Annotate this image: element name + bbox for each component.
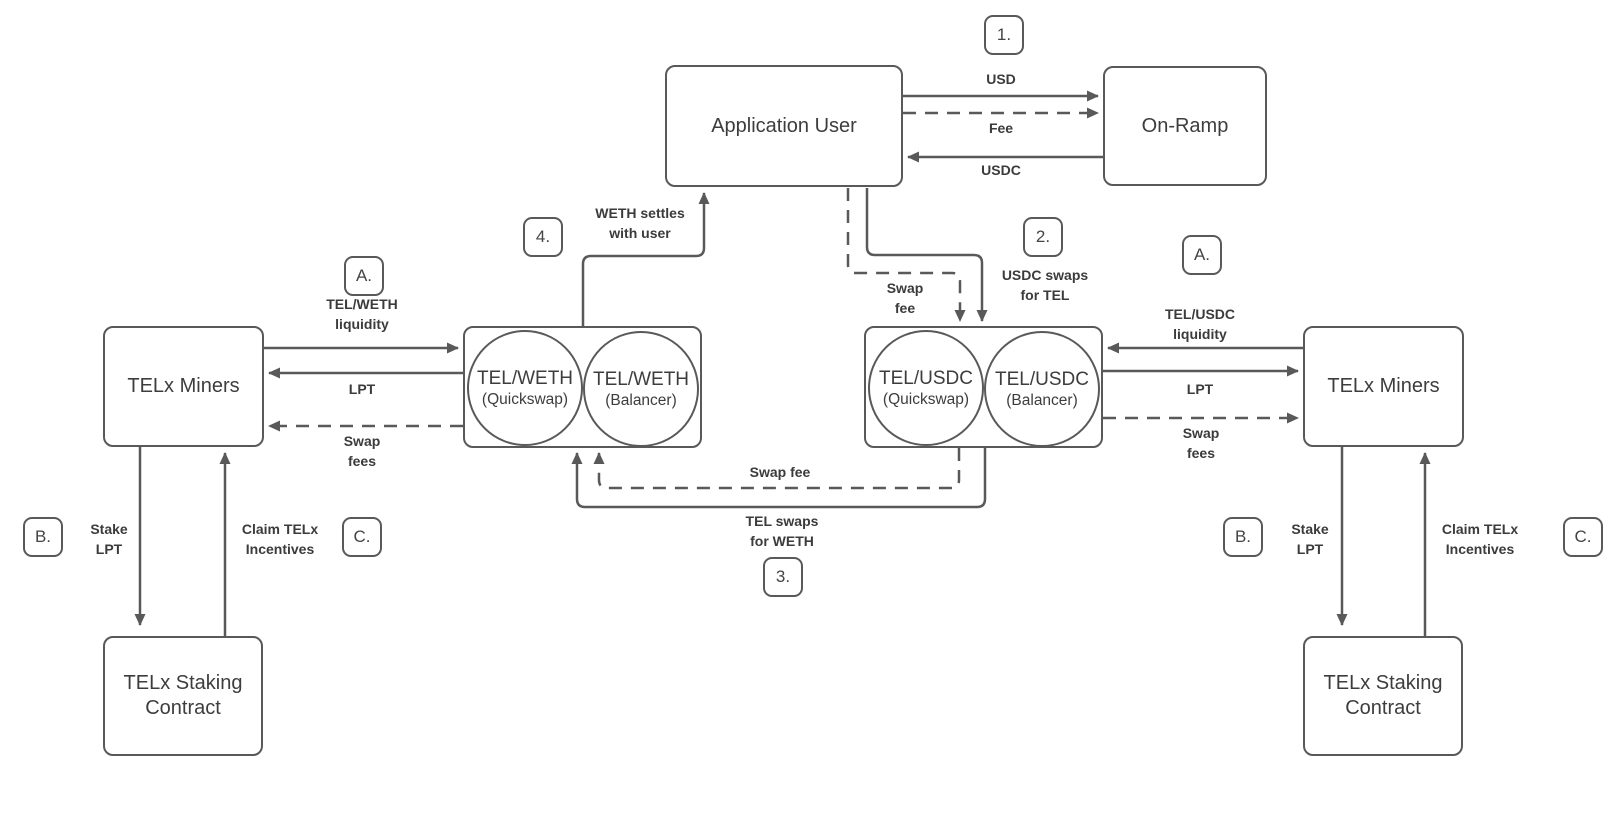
edge-label-usdc: USDC (981, 162, 1021, 178)
edge-label-usdc-liquidity-line1: TEL/USDC (1165, 306, 1235, 322)
badge-a-left-label: A. (355, 266, 373, 285)
badge-b-left (23, 517, 63, 557)
edge-label-tel-swaps-line2: for WETH (750, 533, 814, 549)
node-on-ramp (1103, 66, 1267, 186)
badge-step-3 (763, 557, 803, 597)
badge-c-left-label: C. (353, 527, 371, 546)
edge-label-usdc-swaps-line2: for TEL (1020, 287, 1070, 303)
edge-label-tel-swaps (746, 511, 819, 551)
badge-c-right (1563, 517, 1603, 557)
node-application-user-label: Application User (711, 114, 857, 137)
edge-label-swap-fees-left (344, 431, 381, 471)
pool-tel-weth-quickswap-label: TEL/WETH (476, 367, 574, 389)
pool-circle-tel-usdc-balancer (984, 331, 1100, 447)
edge-label-swap-fees-right-line1: Swap (1182, 425, 1220, 441)
badge-a-right-label: A. (1193, 245, 1211, 264)
pool-circle-tel-weth-balancer (583, 331, 699, 447)
edge-label-swap-fee-top-line2: fee (894, 300, 916, 316)
pool-tel-weth-balancer-sublabel: (Balancer) (605, 391, 677, 409)
edge-label-swap-fee-top (887, 278, 924, 318)
edge-label-usdc-liquidity (1165, 304, 1235, 344)
edge-label-swap-fees-right-line2: fees (1186, 445, 1216, 461)
edge-label-swap-fee-bottom: Swap fee (749, 464, 811, 480)
edge-label-lpt-right: LPT (1186, 381, 1214, 397)
badge-c-left (342, 517, 382, 557)
edge-label-usdc-swaps-line1: USDC swaps (1001, 267, 1089, 283)
node-telx-miners-right (1303, 326, 1464, 447)
edge-label-stake-lpt-left-line1: Stake (90, 521, 128, 537)
node-staking-contract-left (103, 636, 263, 756)
node-application-user (665, 65, 903, 187)
edge-label-weth-liquidity-line2: liquidity (335, 316, 389, 332)
badge-b-left-label: B. (34, 527, 52, 546)
edge-label-stake-lpt-right-line1: Stake (1291, 521, 1329, 537)
pool-circle-tel-weth-quickswap (467, 330, 583, 446)
pool-tel-usdc-balancer-sublabel: (Balancer) (1006, 391, 1078, 409)
edge-label-weth-liquidity (326, 294, 398, 334)
edge-label-claim-right-line2: Incentives (1445, 541, 1515, 557)
badge-a-right (1182, 235, 1222, 275)
badge-step-4 (523, 217, 563, 257)
edge-label-weth-liquidity-line1: TEL/WETH (326, 296, 398, 312)
edge-label-fee: Fee (988, 120, 1014, 136)
edge-label-weth-settles-line1: WETH settles (595, 205, 685, 221)
edge-label-stake-lpt-left-line2: LPT (95, 541, 123, 557)
node-pool-tel-usdc (864, 326, 1103, 448)
badge-c-right-label: C. (1574, 527, 1592, 546)
pool-tel-usdc-quickswap-sublabel: (Quickswap) (882, 390, 970, 408)
edge-label-swap-fees-right (1183, 423, 1220, 463)
edge-label-claim-left-line1: Claim TELx (241, 521, 319, 537)
pool-tel-usdc-balancer-label: TEL/USDC (995, 368, 1089, 390)
badge-step-2-label: 2. (1035, 227, 1051, 246)
edge-label-claim-left (242, 519, 318, 559)
edge-label-swap-fees-left-line2: fees (347, 453, 377, 469)
edge-label-usd: USD (986, 71, 1016, 87)
badge-step-4-label: 4. (535, 227, 551, 246)
edge-label-claim-right-line1: Claim TELx (1441, 521, 1519, 537)
badge-b-right-label: B. (1234, 527, 1252, 546)
pool-tel-usdc-quickswap-label: TEL/USDC (879, 367, 973, 389)
badge-step-3-label: 3. (775, 567, 791, 586)
edge-label-weth-settles (595, 203, 684, 243)
edge-label-stake-lpt-right-line2: LPT (1296, 541, 1324, 557)
edge-label-swap-fee-top-line1: Swap (886, 280, 924, 296)
edge-label-claim-right (1442, 519, 1518, 559)
edge-label-lpt-left: LPT (348, 381, 376, 397)
node-staking-contract-right (1303, 636, 1463, 756)
badge-b-right (1223, 517, 1263, 557)
edge-label-weth-settles-line2: with user (609, 225, 671, 241)
edge-label-stake-lpt-left (90, 519, 127, 559)
edge-label-stake-lpt-right (1291, 519, 1328, 559)
badge-step-1 (984, 15, 1024, 55)
node-on-ramp-label: On-Ramp (1141, 114, 1229, 137)
edge-label-tel-swaps-line1: TEL swaps (745, 513, 819, 529)
badge-step-2 (1023, 217, 1063, 257)
node-staking-contract-left-label: TELx Staking Contract (123, 672, 243, 719)
badge-step-1-label: 1. (996, 25, 1012, 44)
node-telx-miners-left (103, 326, 264, 447)
node-staking-contract-right-label: TELx Staking Contract (1323, 672, 1443, 719)
pool-tel-weth-quickswap-sublabel: (Quickswap) (481, 390, 569, 408)
node-pool-tel-weth (463, 326, 702, 448)
badge-a-left (344, 256, 384, 296)
edge-label-swap-fees-left-line1: Swap (343, 433, 381, 449)
edge-label-claim-left-line2: Incentives (245, 541, 315, 557)
node-telx-miners-left-label: TELx Miners (127, 375, 240, 397)
edge-label-usdc-swaps (1002, 265, 1088, 305)
edge-label-usdc-liquidity-line2: liquidity (1173, 326, 1227, 342)
edge-usdc-swaps-arrow (867, 188, 982, 321)
pool-circle-tel-usdc-quickswap (868, 330, 984, 446)
pool-tel-weth-balancer-label: TEL/WETH (592, 368, 690, 390)
node-telx-miners-right-label: TELx Miners (1327, 375, 1440, 397)
